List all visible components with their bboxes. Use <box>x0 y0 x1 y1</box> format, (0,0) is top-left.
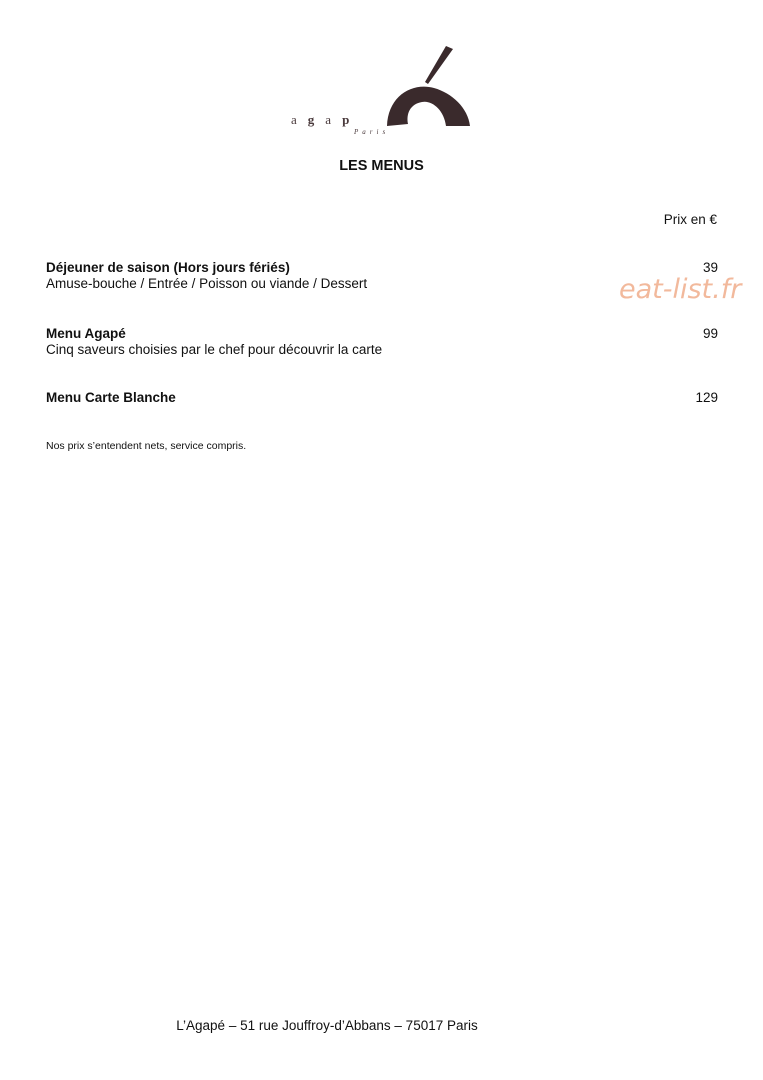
menu-item <box>46 389 718 406</box>
menu-item-description: Amuse-bouche / Entrée / Poisson ou viande / Dessert <box>46 276 368 291</box>
menu-item-name: Menu Carte Blanche <box>46 390 176 405</box>
menu-item-description: Cinq saveurs choisies par le chef pour découvrir la carte <box>46 342 383 357</box>
logo-letters <box>291 112 360 128</box>
logo-letter: g <box>307 112 315 127</box>
watermark: eat-list.fr <box>619 274 742 305</box>
logo-city: Paris <box>354 128 390 136</box>
logo-letter: a <box>291 112 297 127</box>
menu-item-price: 39 <box>702 260 718 275</box>
menu-item <box>46 325 718 358</box>
menu-item-price: 129 <box>695 390 718 405</box>
menu-item-name: Menu Agapé <box>46 326 126 341</box>
menu-item-name: Déjeuner de saison (Hors jours fériés) <box>46 260 290 275</box>
logo-e-accent-icon <box>384 44 474 130</box>
menu-item-price: 99 <box>702 326 718 341</box>
logo-letter: p <box>342 112 350 127</box>
logo-letter: a <box>325 112 332 127</box>
price-note: Nos prix s’entendent nets, service compris. <box>46 440 247 452</box>
footer-address: L’Agapé – 51 rue Jouffroy-d’Abbans – 75017 Paris <box>176 1018 478 1033</box>
page-title: LES MENUS <box>339 158 424 174</box>
menu-item <box>46 259 718 292</box>
price-column-header: Prix en € <box>663 212 717 227</box>
agape-logo <box>284 40 484 140</box>
